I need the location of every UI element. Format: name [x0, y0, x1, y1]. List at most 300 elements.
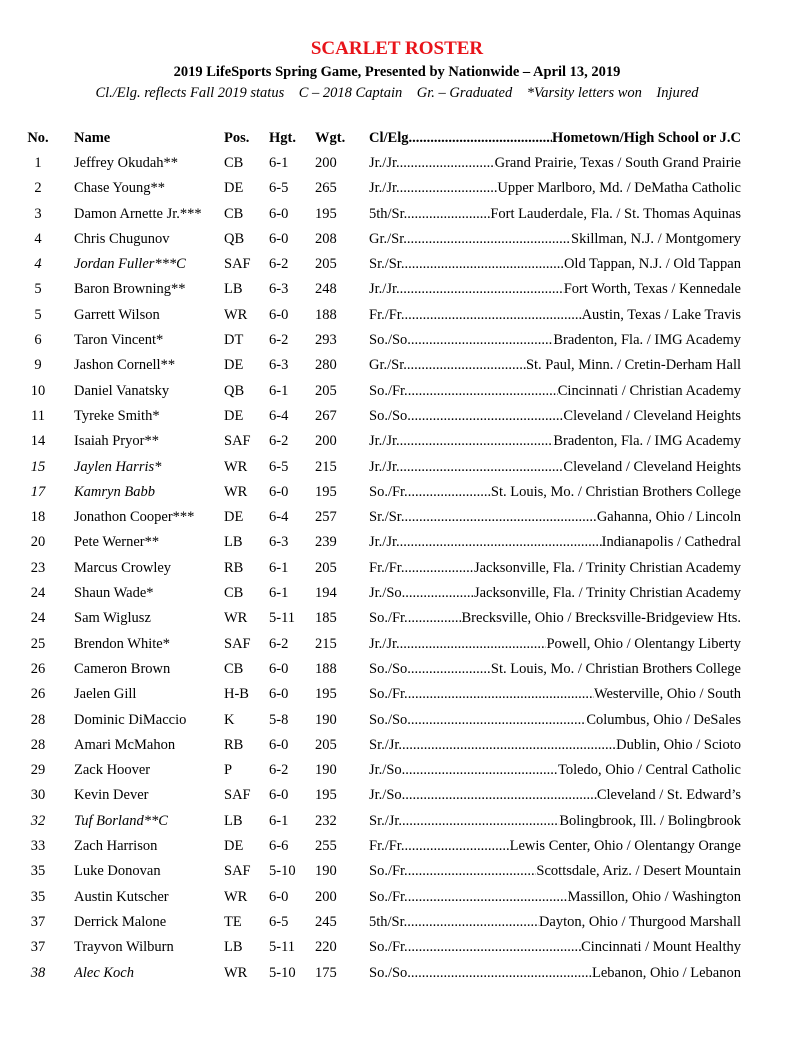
player-height: 6-1	[269, 382, 289, 399]
player-hometown: Old Tappan, N.J. / Old Tappan	[563, 256, 741, 273]
leader-dots	[407, 914, 539, 931]
player-position: SAF	[224, 256, 251, 273]
player-weight: 205	[315, 559, 337, 576]
player-position: DT	[224, 332, 244, 349]
player-hometown: Toledo, Ohio / Central Catholic	[557, 762, 741, 779]
player-name: Amari McMahon	[74, 736, 176, 753]
player-weight: 200	[315, 433, 337, 450]
player-hometown: Fort Worth, Texas / Kennedale	[563, 281, 741, 298]
player-hometown: Upper Marlboro, Md. / DeMatha Catholic	[497, 180, 741, 197]
table-row	[0, 610, 794, 635]
table-row	[0, 585, 794, 610]
player-hometown: Jacksonville, Fla. / Trinity Christian Academy	[473, 559, 741, 576]
player-name: Chase Young**	[74, 180, 166, 197]
player-name: Shaun Wade*	[74, 585, 154, 602]
leader-dots	[408, 686, 594, 703]
leader-dots	[400, 459, 564, 476]
player-number: 37	[30, 913, 46, 930]
player-class-hometown	[369, 534, 741, 551]
leader-dots	[404, 509, 596, 526]
player-position: H-B	[224, 686, 249, 703]
player-weight: 195	[315, 787, 337, 804]
table-row	[0, 459, 794, 484]
table-row	[0, 509, 794, 534]
player-weight: 175	[315, 964, 337, 981]
table-row	[0, 357, 794, 382]
player-class: So./Fr.	[369, 382, 408, 399]
player-class-hometown	[369, 939, 741, 956]
player-name: Derrick Malone	[74, 913, 167, 930]
table-row	[0, 838, 794, 863]
player-name: Taron Vincent*	[74, 332, 164, 349]
player-hometown: Indianapolis / Cathedral	[601, 534, 741, 551]
player-number: 20	[30, 534, 46, 551]
player-class: Jr./So.	[369, 762, 406, 779]
leader-dots	[407, 206, 490, 223]
player-class: Sr./Sr.	[369, 256, 405, 273]
player-number: 38	[30, 964, 46, 981]
table-row	[0, 560, 794, 585]
player-class-hometown	[369, 484, 741, 501]
player-number: 17	[30, 483, 46, 500]
player-weight: 195	[315, 205, 337, 222]
leader-dots	[400, 281, 564, 298]
player-number: 25	[30, 635, 46, 652]
player-height: 6-0	[269, 306, 289, 323]
player-weight: 200	[315, 155, 337, 171]
player-position: LB	[224, 534, 243, 551]
player-height: 6-2	[269, 433, 289, 450]
player-class-hometown	[369, 281, 741, 298]
player-position: WR	[224, 306, 248, 323]
player-class: Jr./Jr.	[369, 155, 400, 171]
player-hometown: Brecksville, Ohio / Brecksville-Bridgeview Hts.	[461, 610, 741, 627]
player-weight: 185	[315, 610, 337, 627]
player-position: SAF	[224, 863, 251, 880]
player-hometown: Dublin, Ohio / Scioto	[616, 736, 741, 753]
leader-dots	[411, 332, 553, 349]
player-position: DE	[224, 407, 244, 424]
player-class: 5th/Sr.	[369, 913, 408, 930]
player-hometown: Lewis Center, Ohio / Olentangy Orange	[509, 838, 741, 855]
leader-dots	[408, 939, 581, 956]
table-row	[0, 433, 794, 458]
player-name: Marcus Crowley	[74, 559, 172, 576]
player-name: Cameron Brown	[74, 660, 171, 677]
leader-dots	[400, 155, 495, 172]
player-height: 6-4	[269, 407, 289, 424]
player-number: 14	[30, 433, 46, 450]
player-height: 6-0	[269, 787, 289, 804]
player-number: 15	[30, 458, 46, 475]
player-height: 6-3	[269, 357, 289, 374]
player-name: Alec Koch	[74, 964, 134, 981]
table-row	[0, 534, 794, 559]
table-row	[0, 863, 794, 888]
player-class: So./Fr.	[369, 686, 408, 703]
table-row	[0, 965, 794, 990]
player-position: DE	[224, 180, 244, 197]
player-position: WR	[224, 483, 248, 500]
player-hometown: St. Paul, Minn. / Cretin-Derham Hall	[525, 357, 741, 374]
player-weight: 280	[315, 357, 337, 374]
player-weight: 293	[315, 332, 337, 349]
player-height: 6-2	[269, 762, 289, 779]
player-number: 26	[30, 686, 46, 703]
player-height: 6-5	[269, 913, 289, 930]
table-row	[0, 231, 794, 256]
player-height: 6-0	[269, 230, 289, 247]
player-hometown: Columbus, Ohio / DeSales	[586, 711, 741, 728]
player-hometown: Dayton, Ohio / Thurgood Marshall	[538, 913, 741, 930]
player-weight: 200	[315, 888, 337, 905]
player-class: Fr./Fr.	[369, 838, 405, 855]
roster-legend: Cl./Elg. reflects Fall 2019 status C – 2018 Captain Gr. – Graduated *Varsity letters won Injured	[95, 85, 699, 101]
player-class-hometown	[369, 965, 741, 982]
player-class: So./Fr.	[369, 483, 408, 500]
player-weight: 257	[315, 509, 337, 526]
roster-subtitle: 2019 LifeSports Spring Game, Presented by Nationwide – April 13, 2019	[173, 64, 621, 80]
table-row	[0, 737, 794, 762]
player-height: 6-1	[269, 155, 289, 171]
player-name: Garrett Wilson	[74, 306, 160, 323]
player-number: 24	[30, 610, 46, 627]
player-weight: 215	[315, 458, 337, 475]
player-number: 23	[30, 559, 46, 576]
player-class-hometown	[369, 408, 741, 425]
player-class: So./Fr.	[369, 863, 408, 880]
player-class: Jr./So.	[369, 787, 406, 804]
player-class-hometown	[369, 459, 741, 476]
player-class: Jr./So.	[369, 585, 406, 602]
player-position: LB	[224, 281, 243, 298]
player-class: Jr./Jr.	[369, 635, 400, 652]
player-class: Gr./Sr.	[369, 357, 407, 374]
player-name: Daniel Vanatsky	[74, 382, 170, 399]
player-position: WR	[224, 610, 248, 627]
player-number: 5	[34, 281, 42, 298]
player-class-hometown	[369, 686, 741, 703]
leader-dots	[400, 534, 602, 551]
player-class-hometown	[369, 636, 741, 653]
player-hometown: Bolingbrook, Ill. / Bolingbrook	[559, 812, 741, 829]
player-position: WR	[224, 888, 248, 905]
player-number: 9	[34, 357, 42, 374]
player-weight: 220	[315, 939, 337, 956]
player-weight: 245	[315, 913, 337, 930]
player-name: Baron Browning**	[74, 281, 186, 298]
player-height: 6-1	[269, 559, 289, 576]
player-name: Jashon Cornell**	[74, 357, 176, 374]
leader-dots	[405, 787, 597, 804]
player-name: Zach Harrison	[74, 838, 158, 855]
table-row	[0, 914, 794, 939]
player-class: Sr./Jr.	[369, 812, 403, 829]
leader-dots	[408, 383, 558, 400]
player-class-hometown	[369, 155, 741, 172]
player-name: Trayvon Wilburn	[74, 939, 174, 956]
player-hometown: Cleveland / Cleveland Heights	[563, 407, 741, 424]
player-name: Jordan Fuller***C	[74, 256, 186, 273]
leader-dots	[405, 762, 558, 779]
player-position: RB	[224, 559, 244, 576]
player-class-hometown	[369, 889, 741, 906]
player-number: 3	[34, 205, 42, 222]
table-row	[0, 332, 794, 357]
table-row	[0, 155, 794, 180]
player-class: Gr./Sr.	[369, 230, 407, 247]
player-position: CB	[224, 660, 244, 677]
player-hometown: Cleveland / Cleveland Heights	[563, 458, 741, 475]
leader-dots	[400, 180, 498, 197]
player-weight: 265	[315, 180, 337, 197]
player-hometown: Massillon, Ohio / Washington	[567, 888, 741, 905]
table-row	[0, 206, 794, 231]
player-number: 37	[30, 939, 46, 956]
player-height: 6-3	[269, 534, 289, 551]
player-class: So./So.	[369, 964, 411, 981]
player-weight: 205	[315, 736, 337, 753]
player-class-hometown	[369, 838, 741, 855]
player-name: Sam Wiglusz	[74, 610, 151, 627]
leader-dots	[405, 585, 474, 602]
player-position: SAF	[224, 433, 251, 450]
leader-dots	[408, 863, 537, 880]
player-height: 5-8	[269, 711, 289, 728]
player-position: RB	[224, 736, 244, 753]
player-height: 6-2	[269, 635, 289, 652]
player-weight: 239	[315, 534, 337, 551]
player-hometown: St. Louis, Mo. / Christian Brothers College	[490, 483, 741, 500]
player-name: Kamryn Babb	[74, 483, 155, 500]
player-position: SAF	[224, 635, 251, 652]
player-weight: 208	[315, 230, 337, 247]
player-position: SAF	[224, 787, 251, 804]
table-row	[0, 307, 794, 332]
player-weight: 188	[315, 660, 337, 677]
player-class: So./So.	[369, 711, 411, 728]
table-row	[0, 484, 794, 509]
table-row	[0, 889, 794, 914]
player-class-hometown	[369, 610, 741, 627]
table-row	[0, 813, 794, 838]
table-row	[0, 661, 794, 686]
player-height: 6-0	[269, 205, 289, 222]
player-height: 6-2	[269, 256, 289, 273]
player-class-hometown	[369, 357, 741, 374]
player-position: P	[224, 762, 233, 779]
player-class: So./So.	[369, 660, 411, 677]
player-class: So./Fr.	[369, 888, 408, 905]
player-hometown: Fort Lauderdale, Fla. / St. Thomas Aquinas	[490, 205, 741, 222]
player-class-hometown	[369, 231, 741, 248]
header-cl-home	[369, 130, 741, 147]
table-row	[0, 281, 794, 306]
player-height: 5-10	[269, 863, 296, 880]
player-height: 6-4	[269, 509, 289, 526]
player-hometown: Austin, Texas / Lake Travis	[581, 306, 741, 323]
player-class-hometown	[369, 787, 741, 804]
player-class: Sr./Jr.	[369, 736, 403, 753]
player-name: Tuf Borland**C	[74, 812, 168, 829]
player-hometown: Lebanon, Ohio / Lebanon	[592, 964, 741, 981]
player-weight: 267	[315, 407, 337, 424]
player-name: Tyreke Smith*	[74, 407, 160, 424]
player-hometown: Bradenton, Fla. / IMG Academy	[553, 332, 741, 349]
player-name: Jaylen Harris*	[74, 458, 162, 475]
player-number: 32	[30, 812, 46, 829]
player-position: CB	[224, 155, 244, 171]
player-number: 28	[30, 711, 46, 728]
player-position: DE	[224, 838, 244, 855]
header-wgt: Wgt.	[315, 130, 346, 146]
player-weight: 205	[315, 256, 337, 273]
leader-dots	[408, 610, 462, 627]
leader-dots	[411, 408, 563, 425]
player-class: Jr./Jr.	[369, 534, 400, 551]
leader-dots	[404, 256, 563, 273]
leader-dots	[408, 130, 551, 147]
player-name: Jonathon Cooper***	[74, 509, 195, 526]
player-height: 6-0	[269, 660, 289, 677]
table-row	[0, 408, 794, 433]
player-class-hometown	[369, 737, 741, 754]
player-weight: 194	[315, 585, 337, 602]
player-class: Jr./Jr.	[369, 180, 400, 197]
player-class-hometown	[369, 332, 741, 349]
table-row	[0, 787, 794, 812]
table-row	[0, 762, 794, 787]
player-hometown: Gahanna, Ohio / Lincoln	[596, 509, 741, 526]
player-height: 6-5	[269, 458, 289, 475]
player-weight: 205	[315, 382, 337, 399]
player-number: 6	[34, 332, 42, 349]
player-hometown: Bradenton, Fla. / IMG Academy	[553, 433, 741, 450]
player-class: So./So.	[369, 407, 411, 424]
player-class-hometown	[369, 813, 741, 830]
player-position: DE	[224, 509, 244, 526]
player-name: Dominic DiMaccio	[74, 711, 187, 728]
player-number: 4	[34, 230, 42, 247]
player-class: Sr./Sr.	[369, 509, 405, 526]
player-height: 6-0	[269, 686, 289, 703]
player-weight: 195	[315, 483, 337, 500]
player-height: 6-0	[269, 483, 289, 500]
player-position: TE	[224, 913, 242, 930]
player-hometown: Cleveland / St. Edward’s	[596, 787, 741, 804]
header-pos: Pos.	[224, 130, 250, 146]
player-class: Jr./Jr.	[369, 458, 400, 475]
player-class-hometown	[369, 914, 741, 931]
header-hgt: Hgt.	[269, 130, 296, 146]
player-hometown: Cincinnati / Christian Academy	[557, 382, 741, 399]
leader-dots	[411, 712, 586, 729]
player-weight: 255	[315, 838, 337, 855]
player-number: 10	[30, 382, 46, 399]
player-number: 24	[30, 585, 46, 602]
player-height: 6-1	[269, 812, 289, 829]
leader-dots	[407, 231, 571, 248]
player-hometown: Cincinnati / Mount Healthy	[581, 939, 741, 956]
player-number: 18	[30, 509, 46, 526]
player-weight: 232	[315, 812, 337, 829]
player-position: LB	[224, 812, 243, 829]
player-class-hometown	[369, 433, 741, 450]
player-class: Jr./Jr.	[369, 433, 400, 450]
player-height: 6-5	[269, 180, 289, 197]
player-class: Jr./Jr.	[369, 281, 400, 298]
player-weight: 248	[315, 281, 337, 298]
player-height: 6-0	[269, 888, 289, 905]
player-class: So./Fr.	[369, 939, 408, 956]
leader-dots	[400, 636, 547, 653]
player-number: 4	[34, 256, 42, 273]
player-class-hometown	[369, 256, 741, 273]
player-position: CB	[224, 585, 244, 602]
player-class: Fr./Fr.	[369, 306, 405, 323]
leader-dots	[407, 357, 526, 374]
player-weight: 190	[315, 863, 337, 880]
player-position: K	[224, 711, 235, 728]
player-hometown: Scottsdale, Ariz. / Desert Mountain	[536, 863, 741, 880]
table-row	[0, 383, 794, 408]
player-class-hometown	[369, 307, 741, 324]
player-hometown: Westerville, Ohio / South	[593, 686, 741, 703]
player-name: Luke Donovan	[74, 863, 161, 880]
player-name: Damon Arnette Jr.***	[74, 205, 202, 222]
player-number: 1	[34, 155, 42, 171]
header-no: No.	[27, 130, 49, 146]
player-number: 5	[34, 306, 42, 323]
table-row	[0, 686, 794, 711]
player-number: 35	[30, 863, 46, 880]
player-name: Pete Werner**	[74, 534, 160, 551]
leader-dots	[408, 484, 491, 501]
header-home: Hometown/High School or J.C	[551, 130, 741, 146]
table-header	[0, 130, 794, 150]
player-class-hometown	[369, 383, 741, 400]
player-weight: 190	[315, 762, 337, 779]
player-height: 5-11	[269, 939, 296, 956]
player-class-hometown	[369, 560, 741, 577]
player-weight: 190	[315, 711, 337, 728]
player-class-hometown	[369, 585, 741, 602]
table-row	[0, 180, 794, 205]
player-class: So./So.	[369, 332, 411, 349]
leader-dots	[400, 433, 554, 450]
player-weight: 215	[315, 635, 337, 652]
player-class-hometown	[369, 180, 741, 197]
player-number: 30	[30, 787, 46, 804]
player-height: 6-2	[269, 332, 289, 349]
table-row	[0, 939, 794, 964]
player-class-hometown	[369, 863, 741, 880]
player-name: Brendon White*	[74, 635, 170, 652]
leader-dots	[408, 889, 568, 906]
leader-dots	[404, 838, 509, 855]
player-position: WR	[224, 458, 248, 475]
player-class-hometown	[369, 661, 741, 678]
player-hometown: Grand Prairie, Texas / South Grand Prairie	[494, 155, 741, 171]
player-name: Kevin Dever	[74, 787, 149, 804]
player-number: 2	[34, 180, 42, 197]
player-height: 6-1	[269, 585, 289, 602]
player-name: Jaelen Gill	[74, 686, 137, 703]
player-weight: 188	[315, 306, 337, 323]
player-class-hometown	[369, 509, 741, 526]
player-class: So./Fr.	[369, 610, 408, 627]
leader-dots	[411, 965, 592, 982]
